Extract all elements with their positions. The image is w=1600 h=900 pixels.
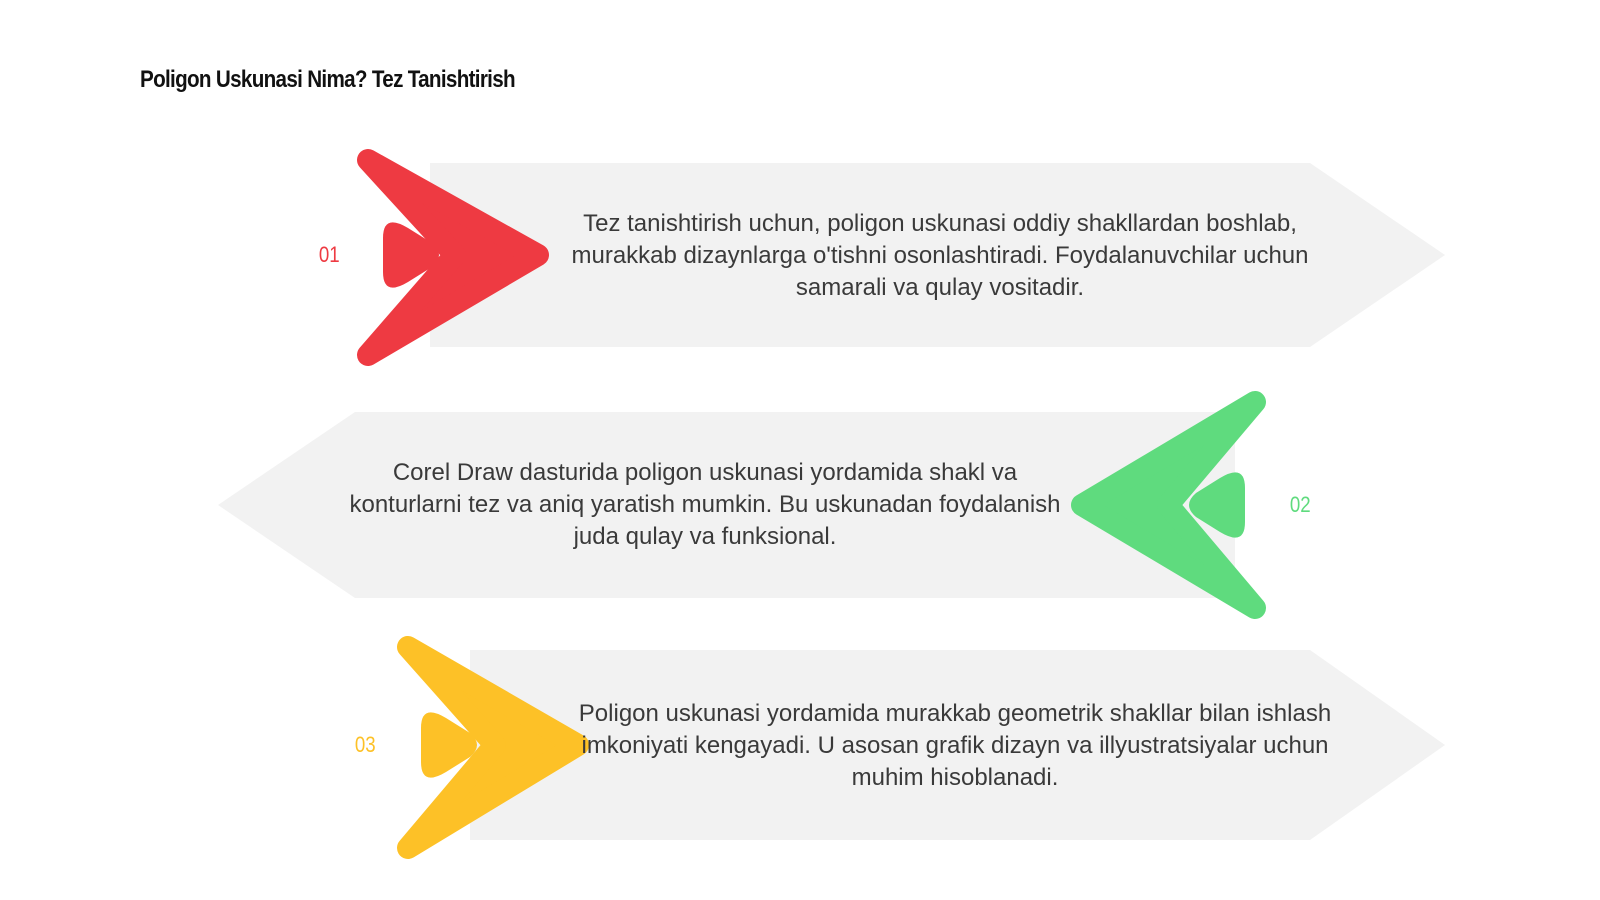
step-03-text: Poligon uskunasi yordamida murakkab geometrik shakllar bilan ishlash imkoniyati kengayadi. U asosan grafik dizayn va illyustratsiyalar uchun muhim hisoblanadi.	[578, 700, 1332, 791]
step-01-text: Tez tanishtirish uchun, poligon uskunasi oddiy shakllardan boshlab, murakkab dizaynlarga o'tishni osonlashtiradi. Foydalanuvchilar uchun samarali va qulay vositadir.	[571, 210, 1309, 301]
step-02-number: 02	[1289, 492, 1311, 517]
step-02-text: Corel Draw dasturida poligon uskunasi yordamida shakl va konturlarni tez va aniq yaratish mumkin. Bu uskunadan foydalanish juda qulay va funksional.	[349, 459, 1061, 550]
step-01-number: 01	[318, 242, 340, 267]
slide-title: Poligon Uskunasi Nima? Tez Tanishtirish	[140, 66, 515, 93]
step-03-number: 03	[354, 732, 376, 757]
